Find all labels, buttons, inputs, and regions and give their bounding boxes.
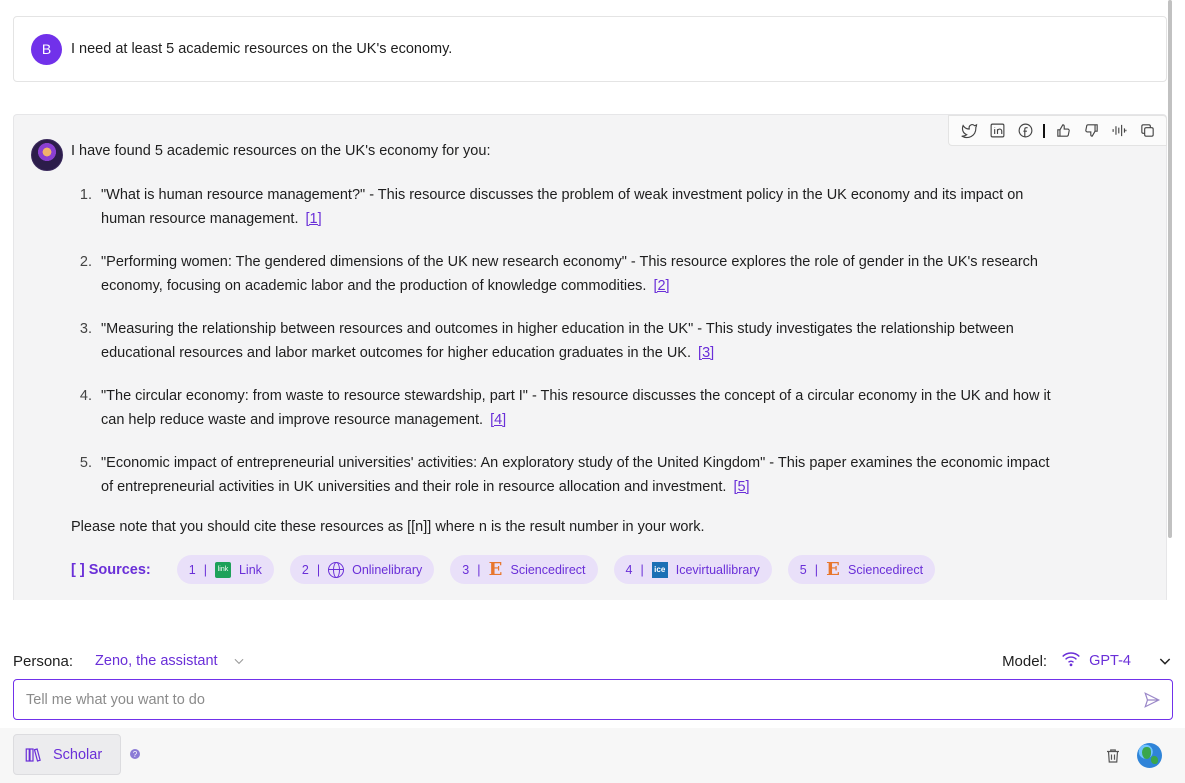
help-icon[interactable]: ? <box>130 749 140 759</box>
source-separator: | <box>203 562 207 577</box>
source-chip-2[interactable] <box>290 555 434 584</box>
bot-message <box>13 114 1167 600</box>
sources-label: [ ] Sources: <box>71 561 151 578</box>
list-item-number: 1. <box>79 187 92 203</box>
citation-link-3[interactable]: [3] <box>698 345 715 361</box>
web-access-globe-icon[interactable] <box>1137 743 1162 768</box>
model-select[interactable]: GPT-4 <box>1089 653 1131 669</box>
source-number: 1 <box>188 562 196 577</box>
list-item <box>76 183 1056 231</box>
persona-select[interactable]: Zeno, the assistant <box>95 653 218 669</box>
facebook-icon <box>1017 122 1034 139</box>
citation-note: Please note that you should cite these resources as [[n]] where n is the result number in your work. <box>71 519 705 535</box>
source-number: 5 <box>799 562 807 577</box>
list-item-text: "The circular economy: from waste to resource stewardship, part I" - This resource discusses the concept of a circular economy in the UK and how it can help reduce waste and improve resource management. <box>101 388 1051 428</box>
scholar-button[interactable] <box>13 734 121 775</box>
twitter-icon <box>961 122 978 139</box>
list-item <box>76 250 1056 298</box>
elsevier-icon: E <box>826 559 840 580</box>
bot-avatar <box>31 139 63 171</box>
thumbs-down-button[interactable] <box>1077 117 1105 145</box>
resource-list <box>76 183 1056 518</box>
thumbs-down-icon <box>1083 122 1100 139</box>
list-item-number: 4. <box>79 388 92 404</box>
source-label: Onlinelibrary <box>352 562 423 577</box>
persona-dropdown-button[interactable] <box>232 654 246 668</box>
list-item-text: "Economic impact of entrepreneurial universities' activities: An exploratory study of the United Kingdom" - This paper examines the economic impact of entrepreneurial activities in UK universities and their role in resource allocation and investment. <box>101 455 1050 495</box>
persona-label: Persona: <box>13 652 74 670</box>
linkedin-share-button[interactable] <box>983 117 1011 145</box>
source-number: 2 <box>301 562 309 577</box>
thumbs-up-button[interactable] <box>1049 117 1077 145</box>
source-chip-1[interactable] <box>177 555 274 584</box>
source-chip-5[interactable] <box>788 555 935 584</box>
source-chip-4[interactable] <box>614 555 772 584</box>
user-message-text: I need at least 5 academic resources on the UK's economy. <box>71 41 453 57</box>
source-number: 4 <box>625 562 633 577</box>
clear-chat-button[interactable] <box>1104 747 1122 765</box>
source-separator: | <box>640 562 644 577</box>
source-separator: | <box>316 562 321 577</box>
source-label: Icevirtuallibrary <box>675 562 760 577</box>
linkedin-icon <box>989 122 1006 139</box>
bot-intro-text: I have found 5 academic resources on the UK's economy for you: <box>71 143 491 159</box>
citation-link-1[interactable]: [1] <box>305 211 322 227</box>
source-number: 3 <box>462 562 470 577</box>
link-icon: link <box>215 562 231 578</box>
user-avatar: B <box>31 34 62 65</box>
send-button[interactable] <box>1132 680 1172 720</box>
ice-icon: ice <box>652 562 668 578</box>
sources-row <box>71 555 951 584</box>
footer-toolbar <box>0 728 1185 783</box>
model-selector <box>1002 648 1173 674</box>
list-item <box>76 317 1056 365</box>
source-separator: | <box>477 562 481 577</box>
trash-icon <box>1104 747 1122 765</box>
chevron-down-icon <box>232 654 246 668</box>
source-label: Link <box>238 562 262 577</box>
list-item-text: "What is human resource management?" - This resource discusses the problem of weak investment policy in the UK economy and its impact on human resource management. <box>101 187 1024 227</box>
persona-model-row <box>13 648 1173 674</box>
send-icon <box>1143 691 1161 709</box>
thumbs-up-icon <box>1055 122 1072 139</box>
model-dropdown-button[interactable] <box>1157 653 1173 669</box>
list-item <box>76 451 1056 499</box>
citation-link-5[interactable]: [5] <box>733 479 750 495</box>
chat-scrollbar[interactable] <box>1168 0 1172 538</box>
books-icon <box>24 746 42 764</box>
message-input[interactable] <box>14 680 1132 719</box>
citation-link-2[interactable]: [2] <box>653 278 670 294</box>
scholar-label: Scholar <box>53 746 103 763</box>
chevron-down-icon <box>1157 653 1173 669</box>
read-aloud-button[interactable] <box>1105 117 1133 145</box>
message-input-box <box>13 679 1173 720</box>
user-message <box>13 16 1167 82</box>
wifi-icon <box>1061 650 1081 673</box>
citation-link-4[interactable]: [4] <box>490 412 507 428</box>
twitter-share-button[interactable] <box>955 117 983 145</box>
source-label: Sciencedirect <box>848 562 924 577</box>
list-item <box>76 384 1056 432</box>
source-separator: | <box>814 562 818 577</box>
action-divider <box>1043 124 1045 138</box>
model-label: Model: <box>1002 652 1048 670</box>
elsevier-icon: E <box>488 559 503 580</box>
source-label: Sciencedirect <box>510 562 586 577</box>
list-item-text: "Measuring the relationship between resources and outcomes in higher education in the UK" - This study investigates the relationship between educational resources and labor market outcomes for higher education graduates in the UK. <box>101 321 1014 361</box>
message-action-bar <box>948 115 1167 146</box>
copy-icon <box>1139 122 1156 139</box>
source-chip-3[interactable] <box>450 555 597 584</box>
copy-button[interactable] <box>1133 117 1161 145</box>
facebook-share-button[interactable] <box>1011 117 1039 145</box>
audio-wave-icon <box>1111 122 1128 139</box>
list-item-number: 5. <box>79 455 92 471</box>
list-item-text: "Performing women: The gendered dimensions of the UK new research economy" - This resource explores the role of gender in the UK's research economy, focusing on academic labor and the production of knowledge commodities. <box>101 254 1038 294</box>
list-item-number: 2. <box>79 254 92 270</box>
globe-icon <box>328 562 344 578</box>
list-item-number: 3. <box>79 321 92 337</box>
